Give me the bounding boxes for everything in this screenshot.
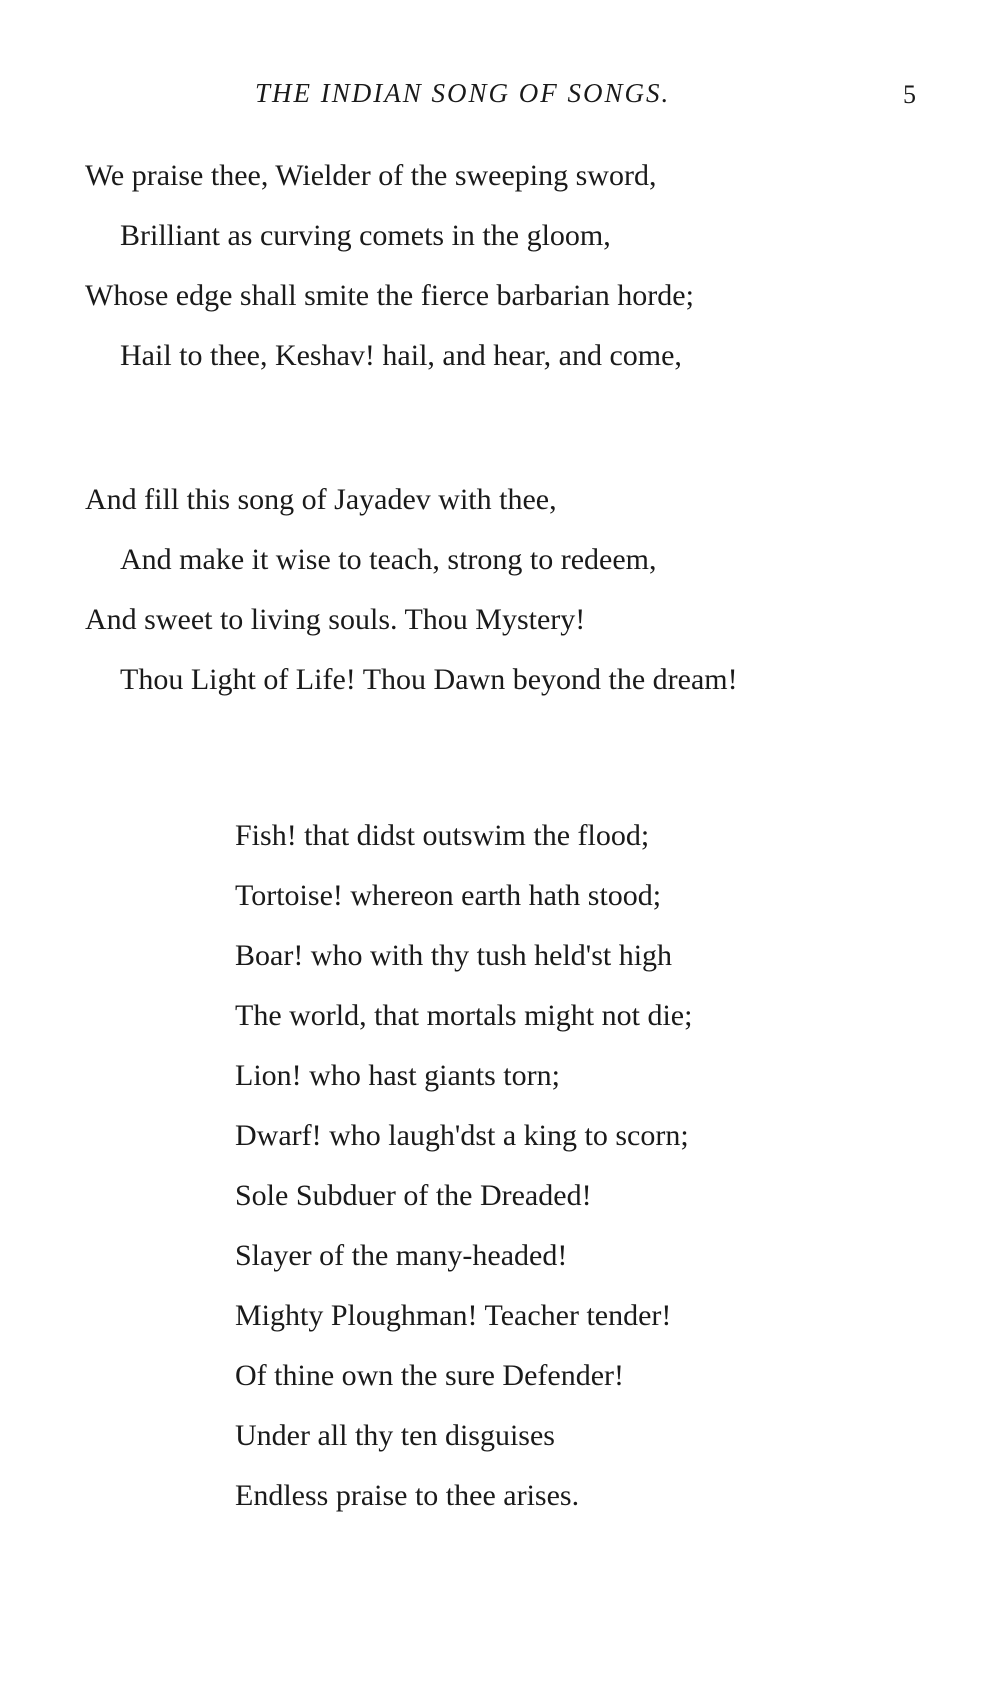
poem-line: Hail to thee, Keshav! hail, and hear, and come, bbox=[120, 339, 682, 372]
poem-line: Lion! who hast giants torn; bbox=[235, 1059, 560, 1092]
poem-line: And sweet to living souls. Thou Mystery! bbox=[85, 603, 586, 636]
page-number: 5 bbox=[903, 80, 916, 109]
poem-line: And make it wise to teach, strong to redeem, bbox=[120, 543, 657, 576]
poem-line: Fish! that didst outswim the flood; bbox=[235, 819, 650, 852]
poem-line: Dwarf! who laugh'dst a king to scorn; bbox=[235, 1119, 689, 1152]
poem-line: Mighty Ploughman! Teacher tender! bbox=[235, 1299, 672, 1332]
poem-line: The world, that mortals might not die; bbox=[235, 999, 693, 1032]
poem-line: We praise thee, Wielder of the sweeping sword, bbox=[85, 159, 657, 192]
poem-line: Tortoise! whereon earth hath stood; bbox=[235, 879, 662, 912]
poem-line: Endless praise to thee arises. bbox=[235, 1479, 580, 1512]
poem-line: Thou Light of Life! Thou Dawn beyond the dream! bbox=[120, 663, 738, 696]
poem-line: Sole Subduer of the Dreaded! bbox=[235, 1179, 592, 1212]
poem-line: Whose edge shall smite the fierce barbarian horde; bbox=[85, 279, 694, 312]
running-title: THE INDIAN SONG OF SONGS. bbox=[255, 78, 671, 108]
poem-line: Boar! who with thy tush held'st high bbox=[235, 939, 673, 972]
poem-line: Under all thy ten disguises bbox=[235, 1419, 555, 1452]
running-head bbox=[0, 78, 1000, 118]
poem-line: Brilliant as curving comets in the gloom, bbox=[120, 219, 611, 252]
poem-line: Of thine own the sure Defender! bbox=[235, 1359, 625, 1392]
poem-line: Slayer of the many-headed! bbox=[235, 1239, 568, 1272]
poem-line: And fill this song of Jayadev with thee, bbox=[85, 483, 557, 516]
